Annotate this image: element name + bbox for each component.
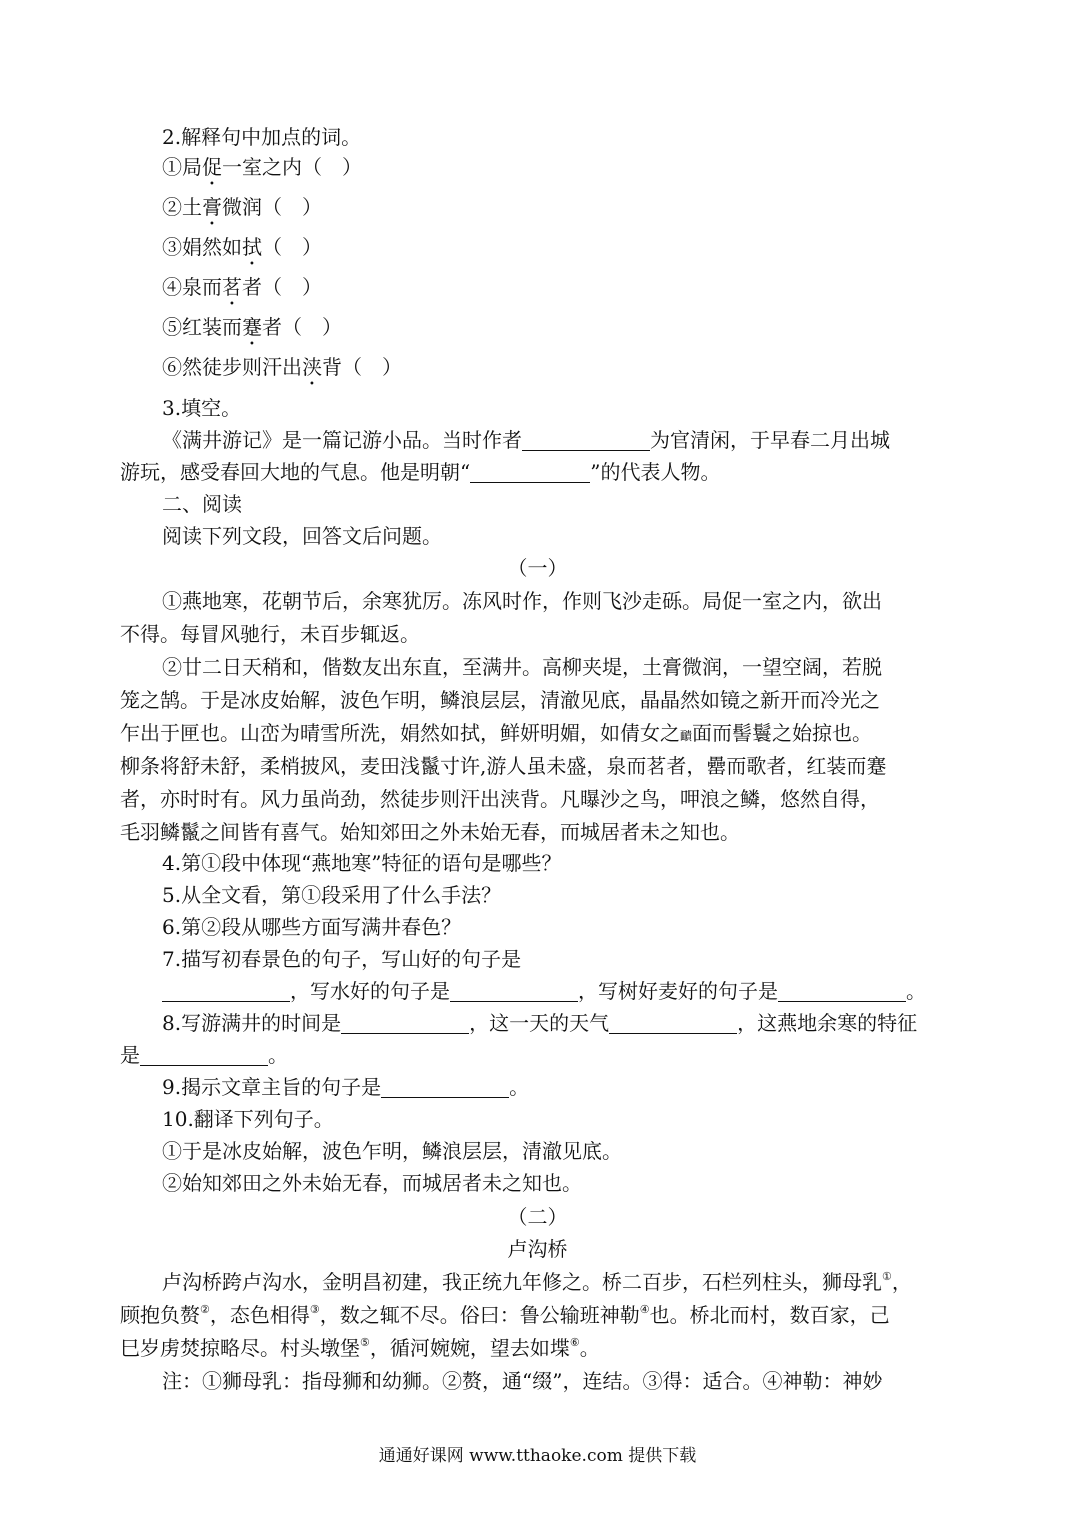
question-10-sentence-2: ②始知郊田之外未始无春，而城居者未之知也。 — [162, 1171, 582, 1195]
q2-item-3: ③娟然如拭（ ） — [162, 235, 322, 259]
answer-blank[interactable] — [162, 981, 290, 1002]
passage-para-2-line-5: 者，亦时时有。风力虽尚劲，然徒步则汗出浃背。凡曝沙之鸟，呷浪之鳞，悠然自得， — [120, 787, 880, 811]
question-7-blanks: ，写水好的句子是 ，写树好麦好的句子是 。 — [162, 978, 926, 1004]
question-8-cont: 是 。 — [120, 1043, 288, 1067]
passage-2-line-2: 顾抱负赘②，态色相得③，数之辄不尽。俗曰：鲁公输班神勒④也。桥北而村，数百家，己 — [120, 1303, 890, 1327]
q2-title: 2.解释句中加点的词。 — [162, 125, 362, 149]
part-2-title: （二） — [507, 1205, 568, 1229]
question-7: 7.描写初春景色的句子，写山好的句子是 — [162, 947, 522, 971]
passage-2-note: 注：①狮母乳：指母狮和幼狮。②赘，通“缀”，连结。③得：适合。④神勒：神妙 — [162, 1369, 883, 1393]
answer-blank[interactable] — [381, 1077, 509, 1098]
passage-2-line-3: 巳岁虏焚掠略尽。村头墩堡⑤，循河婉婉，望去如堞⑥。 — [120, 1336, 600, 1360]
answer-blank[interactable] — [341, 1013, 469, 1034]
passage-para-1-line-1: ①燕地寒，花朝节后，余寒犹厉。冻风时作，作则飞沙走砾。局促一室之内，欲出 — [162, 589, 882, 613]
q2-item-2: ②土膏微润（ ） — [162, 195, 322, 219]
q3-title: 3.填空。 — [162, 396, 242, 420]
question-4: 4.第①段中体现“燕地寒”特征的语句是哪些？ — [162, 851, 562, 875]
q2-item-5: ⑤红装而蹇者（ ） — [162, 315, 342, 339]
passage-para-2-line-3: 乍出于匣也。山峦为晴雪所洗，娟然如拭，鲜妍明媚，如倩女之靧面而髻鬟之始掠也。 — [120, 721, 873, 745]
section-title: 二、阅读 — [162, 492, 242, 516]
answer-blank[interactable] — [609, 1013, 737, 1034]
answer-blank[interactable] — [140, 1045, 268, 1066]
passage-2-line-1: 卢沟桥跨卢沟水，金明昌初建，我正统九年修之。桥二百步，石栏列柱头，狮母乳①， — [162, 1270, 912, 1294]
passage-para-2-line-4: 柳条将舒未舒，柔梢披风，麦田浅鬣寸许,游人虽未盛，泉而茗者，罍而歌者，红装而蹇 — [120, 754, 887, 778]
passage-para-2-line-6: 毛羽鳞鬣之间皆有喜气。始知郊田之外未始无春，而城居者未之知也。 — [120, 820, 740, 844]
passage-para-2-line-1: ②廿二日天稍和，偕数友出东直，至满井。高柳夹堤，土膏微润，一望空阔，若脱 — [162, 655, 882, 679]
passage-para-2-line-2: 笼之鹄。于是冰皮始解，波色乍明，鳞浪层层，清澈见底，晶晶然如镜之新开而冷光之 — [120, 688, 880, 712]
passage-para-1-line-2: 不得。每冒风驰行，未百步辄返。 — [120, 622, 420, 646]
question-8: 8.写游满井的时间是 ，这一天的天气 ，这燕地余寒的特征 — [162, 1011, 918, 1035]
answer-blank[interactable] — [778, 981, 906, 1002]
part-1-title: （一） — [507, 556, 568, 580]
answer-blank[interactable] — [450, 981, 578, 1002]
q3-line-2: 游玩，感受春回大地的气息。他是明朝“ ”的代表人物。 — [120, 460, 721, 484]
page-footer: 通通好课网 www.tthaoke.com 提供下载 — [378, 1446, 697, 1466]
question-5: 5.从全文看，第①段采用了什么手法？ — [162, 883, 502, 907]
q3-line-1: 《满井游记》是一篇记游小品。当时作者 为官清闲，于早春二月出城 — [162, 428, 890, 452]
q2-item-1: ①局促一室之内（ ） — [162, 155, 362, 179]
question-6: 6.第②段从哪些方面写满井春色？ — [162, 915, 462, 939]
answer-blank[interactable] — [470, 462, 590, 483]
q2-item-4: ④泉而茗者（ ） — [162, 275, 322, 299]
question-10: 10.翻译下列句子。 — [162, 1107, 334, 1131]
answer-blank[interactable] — [522, 430, 650, 451]
question-9: 9.揭示文章主旨的句子是 。 — [162, 1075, 530, 1099]
section-instruction: 阅读下列文段，回答文后问题。 — [162, 524, 442, 548]
passage-2-heading: 卢沟桥 — [507, 1237, 568, 1261]
question-10-sentence-1: ①于是冰皮始解，波色乍明，鳞浪层层，清澈见底。 — [162, 1139, 622, 1163]
q2-item-6: ⑥然徒步则汗出浃背（ ） — [162, 355, 402, 379]
